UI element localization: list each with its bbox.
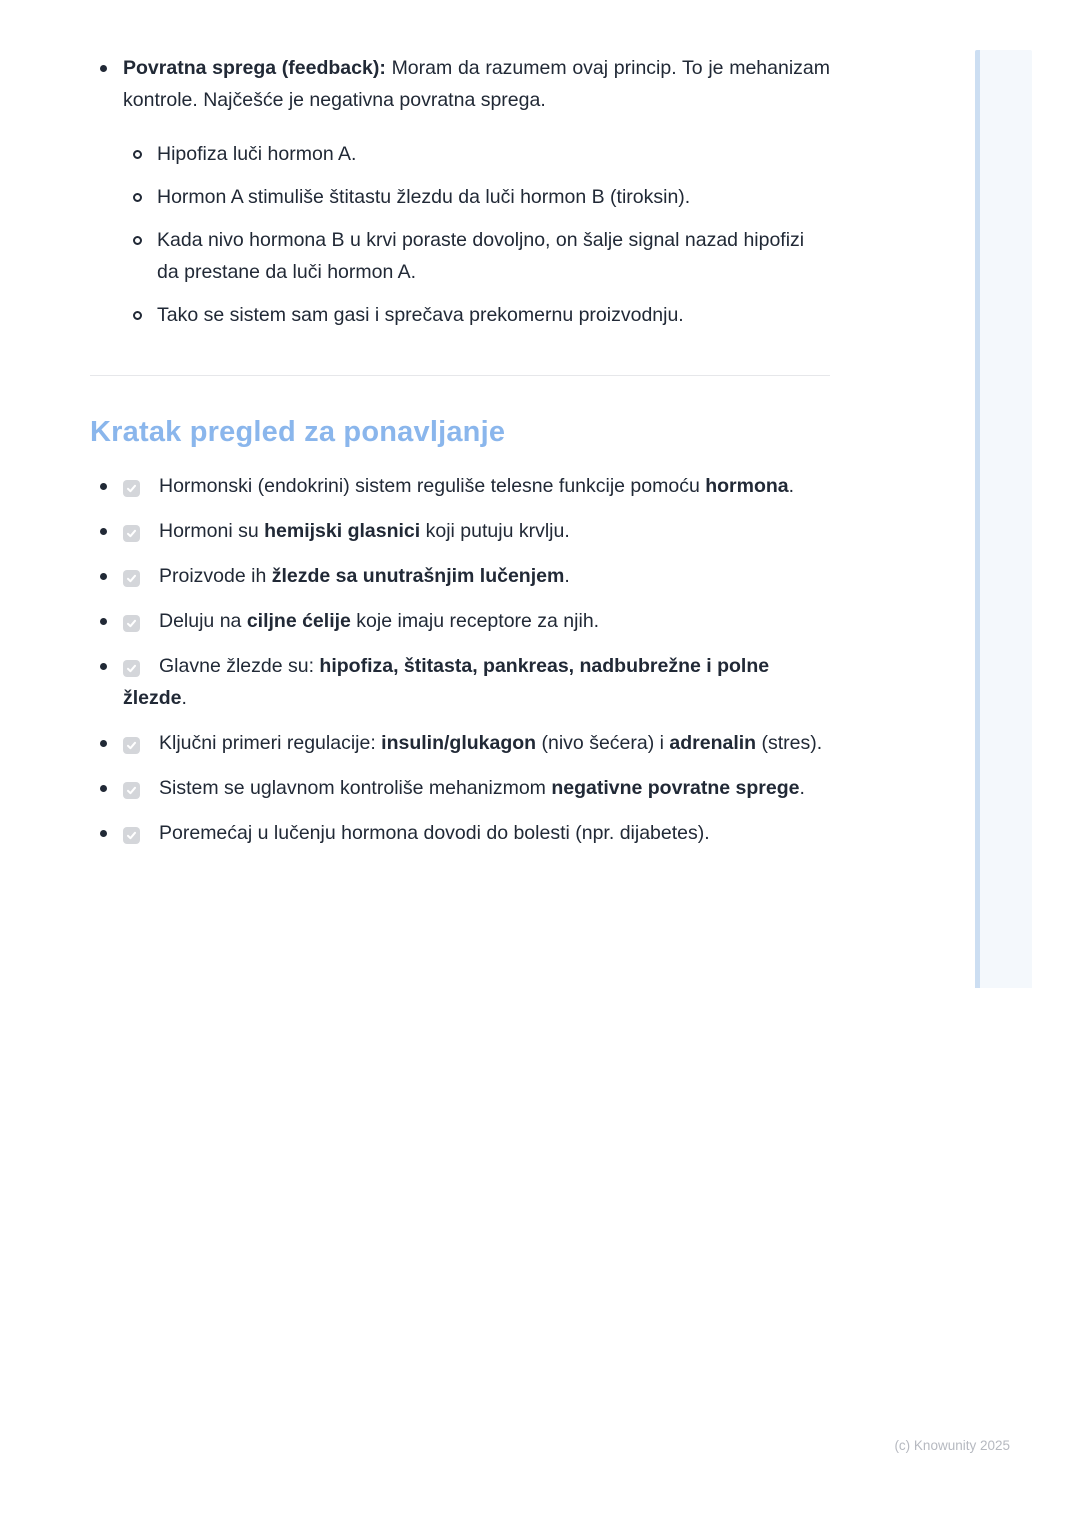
footer-copyright: (c) Knowunity 2025 — [894, 1438, 1010, 1453]
circle-bullet-icon — [133, 150, 142, 159]
checklist-item-text: Proizvode ih žlezde sa unutrašnjim lučenjem. — [159, 565, 570, 587]
checklist-item-text: Glavne žlezde su: hipofiza, štitasta, pankreas, nadbubrežne i polne žlezde. — [123, 655, 770, 709]
checklist-item-text: Hormonski (endokrini) sistem reguliše telesne funkcije pomoću hormona. — [159, 475, 795, 497]
feedback-sub-list — [123, 138, 830, 331]
feedback-sub-item — [123, 138, 830, 170]
feedback-intro-lead: Povratna sprega (feedback): — [123, 57, 386, 79]
checklist-item — [90, 727, 830, 759]
checklist-item-text: Poremećaj u lučenju hormona dovodi do bolesti (npr. dijabetes). — [159, 822, 710, 844]
feedback-intro-text — [123, 52, 830, 116]
dot-bullet-icon — [100, 830, 107, 837]
circle-bullet-icon — [133, 311, 142, 320]
review-heading: Kratak pregled za ponavljanje — [90, 416, 506, 448]
checkbox-checked-icon — [123, 737, 140, 754]
review-checklist — [90, 470, 830, 849]
feedback-intro-body: Moram da razumem ovaj princip. To je mehanizam kontrole. Najčešće je negativna povratna sprega. — [123, 57, 830, 111]
dot-bullet-icon — [100, 528, 107, 535]
feedback-list — [90, 52, 830, 342]
feedback-sub-item — [123, 224, 830, 288]
feedback-sub-item-text: Tako se sistem sam gasi i sprečava prekomernu proizvodnju. — [157, 304, 684, 326]
checklist-item-text: Ključni primeri regulacije: insulin/glukagon (nivo šećera) i adrenalin (stres). — [159, 732, 823, 754]
dot-bullet-icon — [100, 740, 107, 747]
checkbox-checked-icon — [123, 615, 140, 632]
checkbox-checked-icon — [123, 827, 140, 844]
checklist-item — [90, 772, 830, 804]
dot-bullet-icon — [100, 483, 107, 490]
checklist-item-text: Hormoni su hemijski glasnici koji putuju krvlju. — [159, 520, 570, 542]
checklist-item — [90, 515, 830, 547]
feedback-sub-item — [123, 181, 830, 213]
checklist-item-text: Sistem se uglavnom kontroliše mehanizmom negativne povratne sprege. — [159, 777, 805, 799]
checkbox-checked-icon — [123, 660, 140, 677]
checklist-item — [90, 560, 830, 592]
section-divider — [90, 375, 830, 376]
dot-bullet-icon — [100, 65, 107, 72]
dot-bullet-icon — [100, 573, 107, 580]
checklist-item — [90, 650, 830, 714]
dot-bullet-icon — [100, 618, 107, 625]
document-content — [90, 52, 830, 862]
dot-bullet-icon — [100, 785, 107, 792]
checklist-item — [90, 605, 830, 637]
checkbox-checked-icon — [123, 480, 140, 497]
checklist-item-text: Deluju na ciljne ćelije koje imaju receptore za njih. — [159, 610, 600, 632]
circle-bullet-icon — [133, 236, 142, 245]
feedback-intro-item — [90, 52, 830, 342]
feedback-sub-item-text: Kada nivo hormona B u krvi poraste dovoljno, on šalje signal nazad hipofizi da prestane da luči hormon A. — [157, 229, 805, 283]
checkbox-checked-icon — [123, 570, 140, 587]
feedback-sub-item — [123, 299, 830, 331]
checkbox-checked-icon — [123, 782, 140, 799]
feedback-sub-item-text: Hormon A stimuliše štitastu žlezdu da luči hormon B (tiroksin). — [157, 186, 691, 208]
feedback-sub-item-text: Hipofiza luči hormon A. — [157, 143, 357, 165]
side-accent-bar — [975, 50, 1032, 988]
checklist-item — [90, 470, 830, 502]
circle-bullet-icon — [133, 193, 142, 202]
checkbox-checked-icon — [123, 525, 140, 542]
checklist-item — [90, 817, 830, 849]
dot-bullet-icon — [100, 663, 107, 670]
